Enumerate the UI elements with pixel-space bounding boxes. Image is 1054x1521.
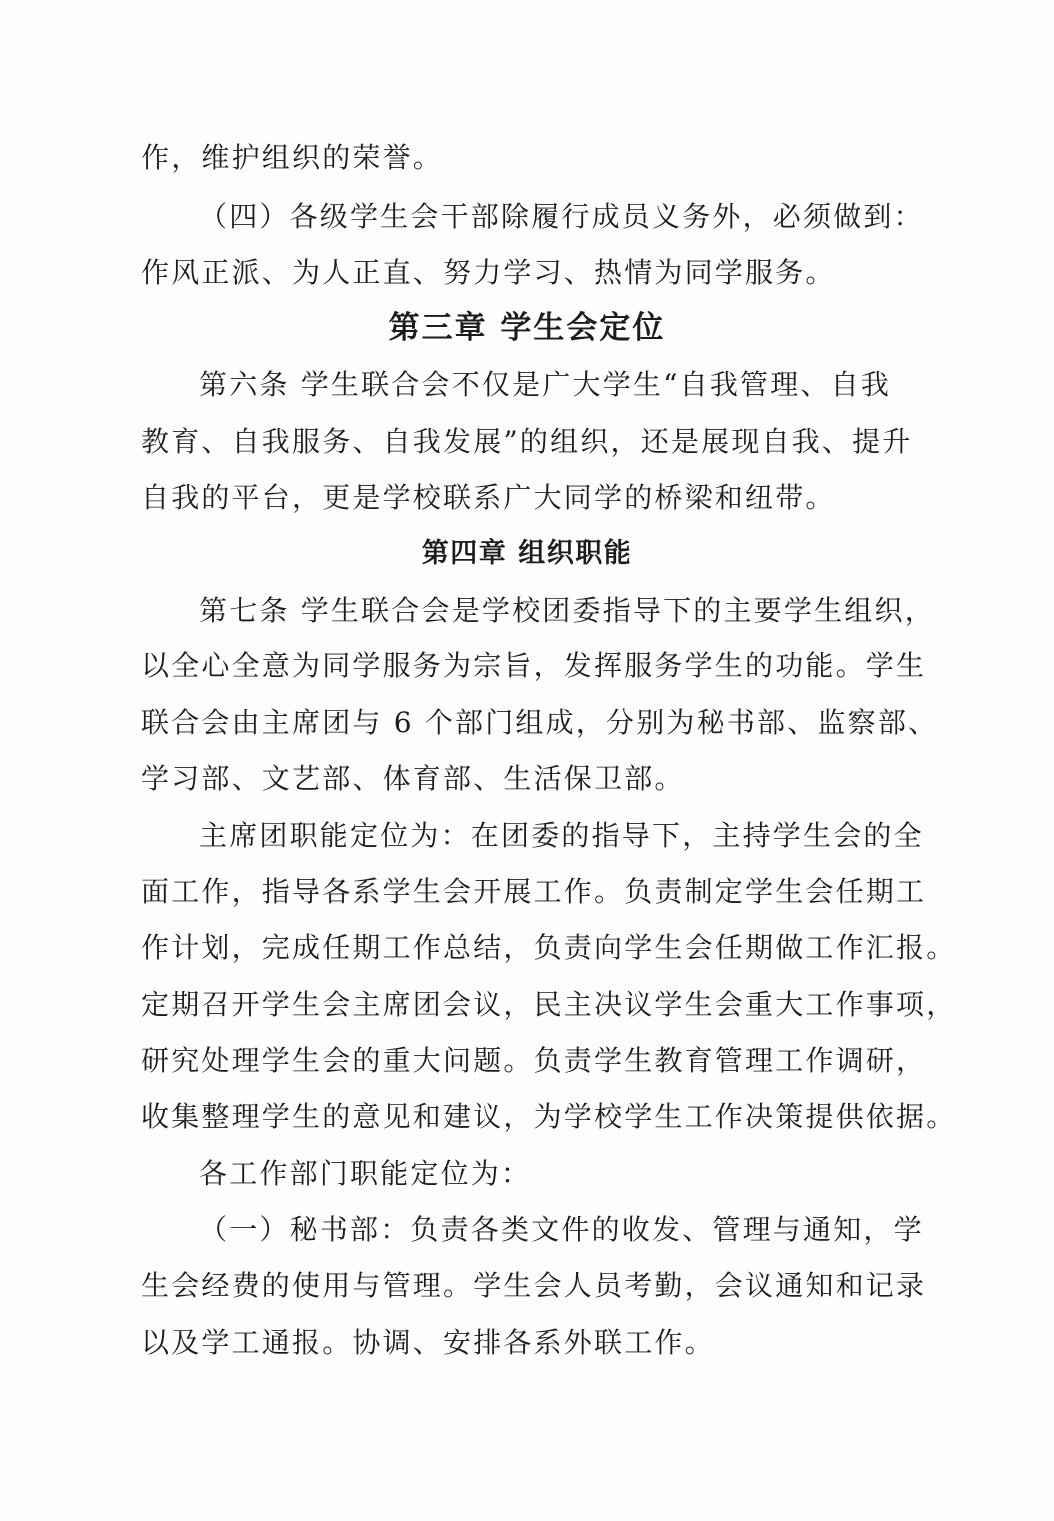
chapter-heading-4: 第四章 组织职能 [421,538,633,569]
paragraph-line: 第七条 学生联合会是学校团委指导下的主要学生组织， [199,594,935,627]
paragraph-line: 以全心全意为同学服务为宗旨，发挥服务学生的功能。学生 [141,649,927,682]
paragraph-line: 作计划，完成任期工作总结，负责向学生会任期做工作汇报。 [141,931,957,964]
paragraph-line: （四）各级学生会干部除履行成员义务外，必须做到： [199,200,924,233]
paragraph-line: 自我的平台，更是学校联系广大同学的桥梁和纽带。 [141,481,836,514]
paragraph-line: 作风正派、为人正直、努力学习、热情为同学服务。 [141,256,836,289]
paragraph-line: 教育、自我服务、自我发展”的组织，还是展现自我、提升 [141,425,913,458]
chapter-heading-3: 第三章 学生会定位 [388,310,666,346]
paragraph-line: 主席团职能定位为：在团委的指导下，主持学生会的全 [199,819,924,852]
paragraph-line: 学习部、文艺部、体育部、生活保卫部。 [141,762,685,795]
paragraph-line: 作，维护组织的荣誉。 [141,141,444,174]
paragraph-line: 收集整理学生的意见和建议，为学校学生工作决策提供依据。 [141,1100,957,1133]
paragraph-line: 生会经费的使用与管理。学生会人员考勤，会议通知和记录 [141,1269,927,1302]
paragraph-line: （一）秘书部：负责各类文件的收发、管理与通知，学 [199,1213,924,1246]
paragraph-line: 第六条 学生联合会不仅是广大学生“自我管理、自我 [199,368,892,401]
paragraph-line: 研究处理学生会的重大问题。负责学生教育管理工作调研， [141,1044,927,1077]
paragraph-line: 各工作部门职能定位为： [199,1157,532,1190]
paragraph-line: 联合会由主席团与 6 个部门组成，分别为秘书部、监察部、 [141,706,939,739]
paragraph-line: 以及学工通报。协调、安排各系外联工作。 [141,1326,715,1359]
paragraph-line: 定期召开学生会主席团会议，民主决议学生会重大工作事项， [141,988,957,1021]
paragraph-line: 面工作，指导各系学生会开展工作。负责制定学生会任期工 [141,875,927,908]
